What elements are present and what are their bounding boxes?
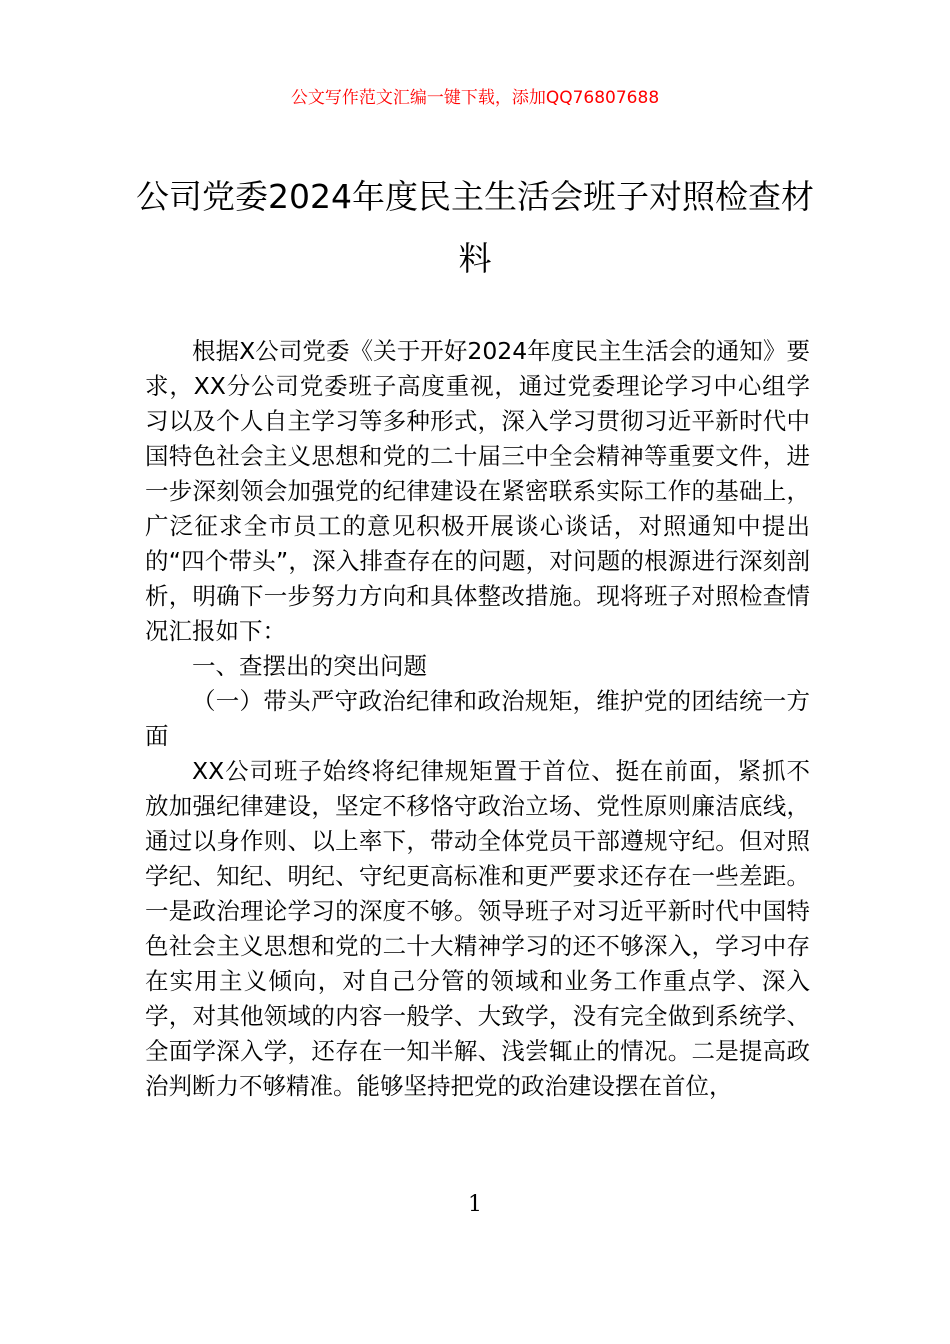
download-banner[interactable]: 公文写作范文汇编一键下载，添加QQ76807688 xyxy=(290,88,660,108)
body-paragraph: XX公司班子始终将纪律规矩置于首位、挺在前面，紧抓不放加强纪律建设，坚定不移恪守政治立场、党性原则廉洁底线，通过以身作则、以上率下，带动全体党员干部遵规守纪。但对照学纪、知纪、明纪、守纪更高标准和更严要求还存在一些差距。一是政治理论学习的深度不够。领导班子对习近平新时代中国特色社会主义思想和党的二十大精神学习的还不够深入，学习中存在实用主义倾向，对自己分管的领域和业务工作重点学、深入学，对其他领域的内容一般学、大致学，没有完全做到系统学、全面学深入学，还存在一知半解、浅尝辄止的情况。二是提高政治判断力不够精准。能够坚持把党的政治建设摆在首位， xyxy=(145,757,810,1100)
page-number: 1 xyxy=(468,1192,482,1217)
document-title: 公司党委2024年度民主生活会班子对照检查材料 xyxy=(136,177,814,278)
intro-paragraph: 根据X公司党委《关于开好2024年度民主生活会的通知》要求，XX分公司党委班子高度重视，通过党委理论学习中心组学习以及个人自主学习等多种形式，深入学习贯彻习近平新时代中国特色社会主义思想和党的二十届三中全会精神等重要文件，进一步深刻领会加强党的纪律建设在紧密联系实际工作的基础上，广泛征求全市员工的意见积极开展谈心谈话，对照通知中提出的“四个带头”，深入排查存在的问题，对问题的根源进行深刻剖析，明确下一步努力方向和具体整改措施。现将班子对照检查情况汇报如下： xyxy=(145,337,810,645)
subsection-heading: （一）带头严守政治纪律和政治规矩，维护党的团结统一方面 xyxy=(145,687,810,750)
section-heading: 一、查摆出的突出问题 xyxy=(192,652,427,680)
document-body xyxy=(145,334,810,1104)
